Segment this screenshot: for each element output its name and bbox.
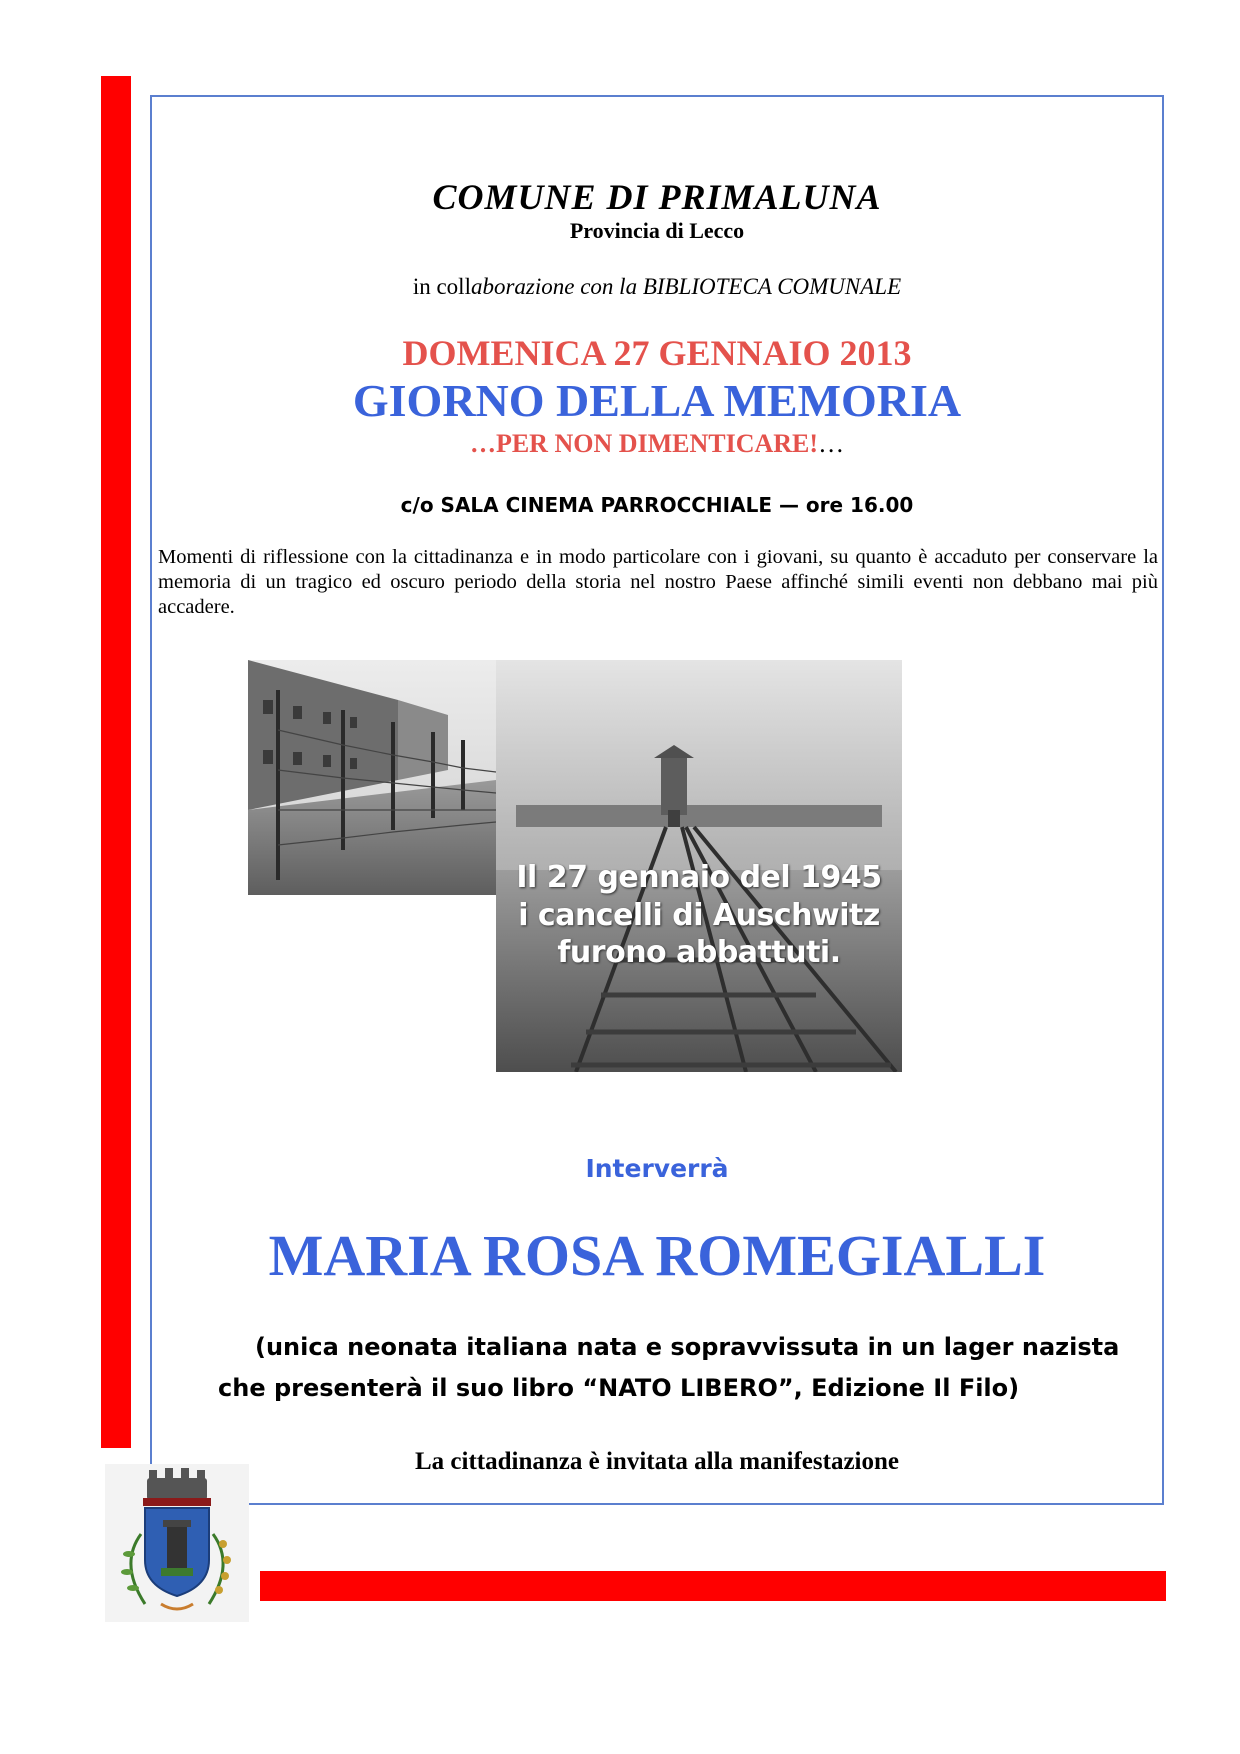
photo-caption-line-1: Il 27 gennaio del 1945: [516, 860, 882, 895]
red-decor-bar-bottom: [260, 1571, 1166, 1601]
speaker-note-line-1: (unica neonata italiana nata e sopravvissuta in un lager nazista: [255, 1333, 1120, 1361]
speaker-intro: Interverrà: [585, 1154, 729, 1183]
collaboration-rest: aborazione con la BIBLIOTECA COMUNALE: [470, 274, 902, 299]
camp-barbed-wire-photo: [248, 660, 496, 895]
collaboration-line: [150, 274, 1164, 300]
tagline-text: …PER NON DIMENTICARE!: [469, 429, 819, 458]
province-subtitle: Provincia di Lecco: [569, 218, 745, 243]
invitation-line: La cittadinanza è invitata alla manifestazione: [415, 1448, 899, 1475]
photo-caption-line-2: i cancelli di Auschwitz: [518, 898, 880, 933]
municipal-coat-of-arms-icon: [105, 1464, 249, 1622]
auschwitz-railway-photo: [496, 660, 902, 1072]
tagline-tail: …: [818, 429, 845, 458]
event-description: Momenti di riflessione con la cittadinanza e in modo particolare con i giovani, su quanto è accaduto per conservare la memoria di un tragico ed oscuro periodo della storia nel nostro Paese affinché simili eventi non debbano mai più accadere.: [158, 546, 1158, 618]
red-decor-bar-left: [101, 76, 131, 1448]
event-venue: c/o SALA CINEMA PARROCCHIALE — ore 16.00: [400, 493, 914, 517]
event-tagline: [150, 429, 1164, 459]
municipality-title: COMUNE DI PRIMALUNA: [432, 177, 882, 217]
speaker-name: MARIA ROSA ROMEGIALLI: [268, 1223, 1046, 1288]
collaboration-prefix: in coll: [412, 274, 471, 299]
event-name: GIORNO DELLA MEMORIA: [352, 375, 962, 426]
event-date: DOMENICA 27 GENNAIO 2013: [402, 333, 912, 373]
speaker-note-line-2: che presenterà il suo libro “NATO LIBERO”, Edizione Il Filo): [218, 1374, 1020, 1402]
photo-caption-line-3: furono abbattuti.: [557, 935, 841, 970]
